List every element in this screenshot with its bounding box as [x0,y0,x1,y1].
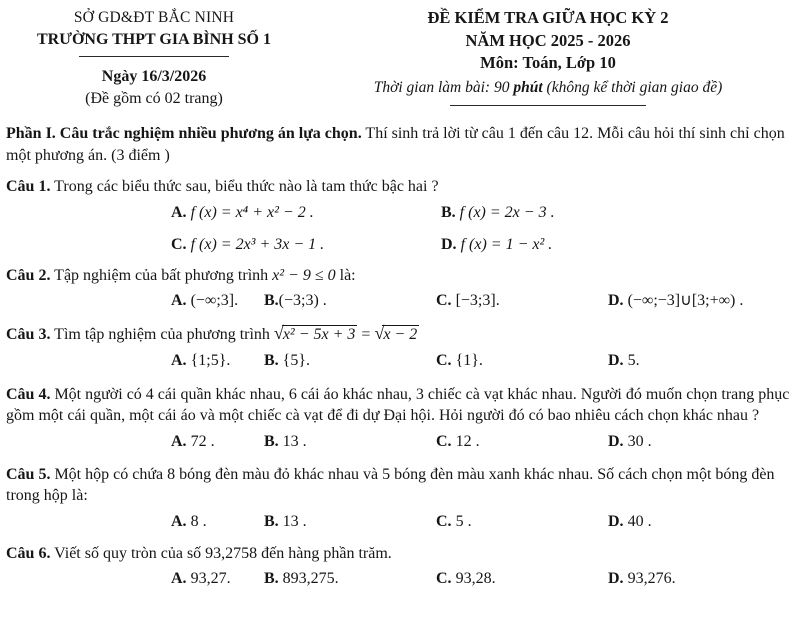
option-value: 5 . [455,512,472,530]
question-2-text: Tập nghiệm của bất phương trình [50,266,273,284]
option-letter: C. [436,432,452,450]
question-1-options [171,202,794,256]
duration-note: (không kể thời gian giao đề) [542,78,723,96]
header-right-block [314,7,782,110]
question-6-option-d [608,567,794,591]
header-right-divider [450,105,646,106]
question-4 [6,384,794,454]
option-value: 93,28. [455,570,496,587]
question-3-option-b [264,349,436,373]
option-letter: D. [608,432,624,450]
question-3-options [171,349,794,373]
duration-text: Thời gian làm bài: 90 [373,78,514,96]
question-5-option-a [171,510,264,534]
school-name: TRƯỜNG THPT GIA BÌNH SỐ 1 [37,31,271,48]
question-6-stem [6,543,794,565]
exam-title-line2: NĂM HỌC 2025 - 2026 [465,30,631,50]
question-1-stem [6,176,794,198]
option-letter: D. [608,570,624,587]
exam-duration [314,77,782,99]
question-5-option-c [436,510,608,534]
option-value: f (x) = 2x − 3 . [459,203,555,221]
question-2-option-b [264,289,436,313]
question-6-option-c [436,567,608,591]
question-6-options [171,567,794,591]
question-4-text: Một người có 4 cái quần khác nhau, 6 cái áo khác nhau, 3 chiếc cà vạt khác nhau. Người đó muốn chọn trang phục gồm một cái quần, một cái áo và một chiếc cà vạt để đi dự Đại hội. Hỏi người đó có bao nhiêu cách chọn khác nhau ? [6,385,790,424]
question-1-option-a [171,202,441,224]
option-letter: C. [436,512,452,530]
option-letter: D. [608,512,624,530]
question-2-option-c [436,289,608,313]
exam-title-line1: ĐỀ KIỂM TRA GIỮA HỌC KỲ 2 [427,8,669,27]
option-value: (−3;3) . [278,292,327,309]
radicand-right: x − 2 [383,326,418,343]
option-letter: B. [441,203,456,221]
option-letter: A. [171,512,187,530]
question-2-label: Câu 2. [6,266,51,284]
option-value: 93,27. [190,570,231,587]
exam-subject: Môn: Toán, Lớp 10 [480,53,616,72]
question-5-options [171,510,794,534]
question-3-stem [6,323,794,346]
option-value: (−∞;−3]∪[3;+∞) . [627,292,744,309]
question-2-inequality: x² − 9 ≤ 0 [272,266,336,284]
question-6-label: Câu 6. [6,544,51,562]
option-value: {5}. [282,351,311,369]
question-5-option-d [608,510,794,534]
option-letter: A. [171,292,187,309]
question-3-label: Câu 3. [6,326,51,343]
question-5-label: Câu 5. [6,465,51,483]
option-value: 893,275. [282,570,339,587]
option-value: 30 . [627,432,652,450]
exam-date: Ngày 16/3/2026 [101,68,207,85]
option-letter: C. [436,292,452,309]
option-value: {1;5}. [190,351,231,369]
question-1-option-d [441,234,794,256]
option-letter: C. [436,351,452,369]
question-1-option-b [441,202,794,224]
option-value: 93,276. [627,570,676,587]
radical-sign: √ [273,323,284,343]
question-5 [6,464,794,534]
option-value: 13 . [282,432,307,450]
question-4-option-a [171,430,264,454]
option-value: f (x) = 1 − x² . [460,235,553,253]
option-value: 72 . [190,432,215,450]
question-4-options [171,430,794,454]
radicand-left: x² − 5x + 3 [282,326,356,343]
question-3-option-c [436,349,608,373]
question-6-option-b [264,567,436,591]
option-value: f (x) = x⁴ + x² − 2 . [190,203,314,221]
question-6-text: Viết số quy tròn của số 93,2758 đến hàng phần trăm. [50,544,392,562]
section-1-heading [6,123,794,166]
option-value: f (x) = 2x³ + 3x − 1 . [190,235,325,253]
exam-header [0,0,800,110]
question-1-option-c [171,234,441,256]
question-5-option-b [264,510,436,534]
equals-sign: = [361,326,371,343]
option-letter: B. [264,432,279,450]
option-value: (−∞;3]. [190,292,239,309]
option-value: 5. [627,351,640,369]
question-2 [6,265,794,314]
option-value: [−3;3]. [455,292,500,309]
question-2-option-d [608,289,794,313]
school-department: SỞ GD&ĐT BẮC NINH [73,9,235,26]
option-letter: B. [264,570,279,587]
header-left-block [0,7,308,110]
question-3-option-d [608,349,794,373]
option-letter: D. [441,235,457,253]
radical-sign: √ [374,323,385,343]
question-4-option-c [436,430,608,454]
question-4-stem [6,384,794,427]
question-3-equation [273,323,419,343]
question-6-option-a [171,567,264,591]
section-1-instructions: Thí sinh trả lời từ câu 1 đến câu 12. Mỗi câu hỏi thí sinh chỉ chọn một phương án. (3 điểm ) [6,125,785,164]
question-1-text: Trong các biểu thức sau, biểu thức nào là tam thức bậc hai ? [50,178,439,195]
option-letter: C. [171,235,187,253]
option-value: 13 . [282,512,307,530]
option-letter: A. [171,203,187,221]
question-6 [6,543,794,592]
question-2-stem [6,265,794,287]
question-2-option-a [171,289,264,313]
option-value: 12 . [455,432,480,450]
option-letter: B. [264,351,279,369]
question-3-text: Tìm tập nghiệm của phương trình [50,326,274,343]
option-letter: B. [264,292,279,309]
option-letter: B. [264,512,279,530]
question-3 [6,323,794,373]
pages-note: (Đề gồm có 02 trang) [85,90,223,107]
section-1-title: Phần I. Câu trắc nghiệm nhiều phương án lựa chọn. [6,125,362,142]
question-4-option-d [608,430,794,454]
question-4-option-b [264,430,436,454]
option-letter: D. [608,351,624,369]
option-letter: D. [608,292,624,309]
header-left-divider [79,56,229,57]
question-5-stem [6,464,794,507]
option-value: {1}. [455,351,483,369]
option-letter: A. [171,432,187,450]
question-1 [6,176,794,256]
option-value: 40 . [627,512,652,530]
question-2-text-end: là: [335,266,356,284]
option-letter: A. [171,570,187,587]
question-2-options [171,289,794,313]
option-letter: A. [171,351,187,369]
option-letter: C. [436,570,452,587]
question-3-option-a [171,349,264,373]
question-1-label: Câu 1. [6,178,51,195]
question-5-text: Một hộp có chứa 8 bóng đèn màu đỏ khác nhau và 5 bóng đèn màu xanh khác nhau. Số cách chọn một bóng đèn trong hộp là: [6,465,775,504]
duration-minutes: phút [513,78,543,96]
question-4-label: Câu 4. [6,385,51,403]
option-value: 8 . [190,512,207,530]
